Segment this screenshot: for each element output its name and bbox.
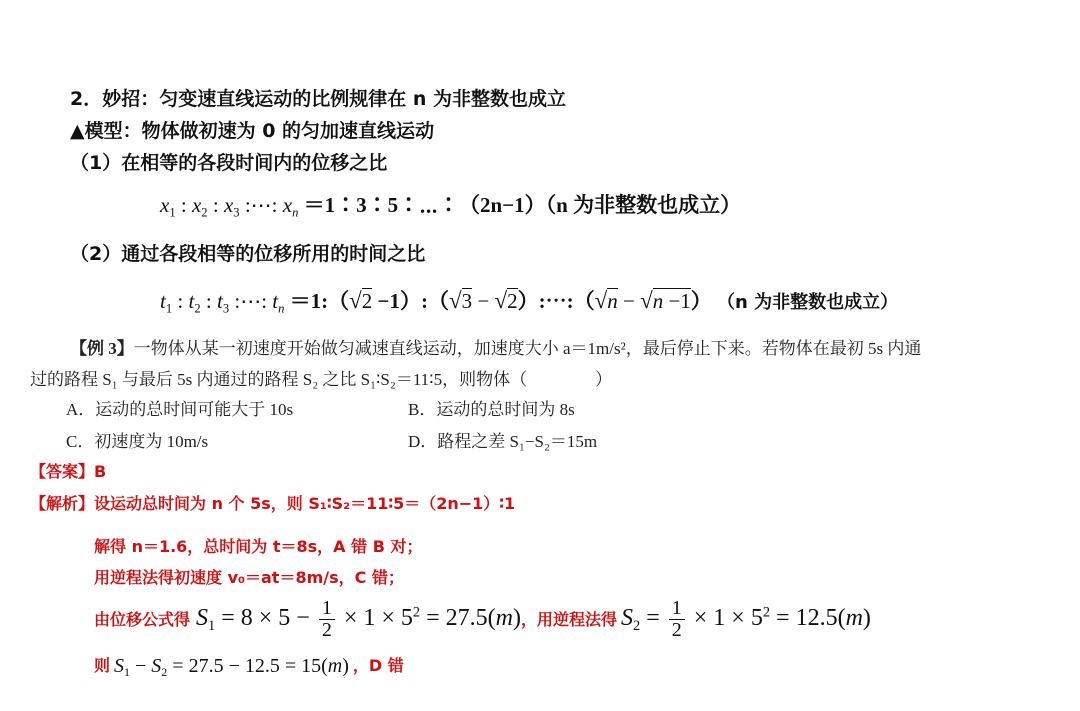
s1-formula: $S_1 = 8 \times 5$ − $\frac{1}{2}$ × $1 \times 5^2 = 27.5(m)$ xyxy=(196,597,521,641)
example-line-1 xyxy=(70,339,921,359)
subheading-2: （2）通过各段相等的位移所用的时间之比 xyxy=(70,243,426,265)
option-d: D．路程之差 S₁−S₂＝15m xyxy=(408,432,598,451)
analysis4-prefix: 由位移公式得 xyxy=(94,609,191,629)
analysis-line-5 xyxy=(94,654,404,678)
section-title: 2．妙招：匀变速直线运动的比例规律在 n 为非整数也成立 xyxy=(70,88,566,110)
formula-time-ratio: $t_1$ : $t_2$ : $t_3$ :⋯: $t_n$ ＝1:（√2 −1）:（√3 − √2）:⋯:（√n − √n −1） （n 为非整数也成立） xyxy=(160,288,899,316)
s2-formula: $S_2$ = $\frac{1}{2}$ × $1 \times 5^2 = 12.5(m)$ xyxy=(621,597,871,641)
analysis5-suffix: ，D 错 xyxy=(352,656,404,676)
formula2-tail: （n 为非整数也成立） xyxy=(717,292,899,313)
model-line: ▲模型：物体做初速为 0 的匀加速直线运动 xyxy=(70,120,435,142)
example-text-2: 过的路程 S₁ 与最后 5s 内通过的路程 S₂ 之比 S₁∶S₂＝11∶5，则物体（ ） xyxy=(30,370,613,389)
analysis-line-3: 用逆程法得初速度 v₀＝at＝8m/s，C 错； xyxy=(94,568,404,587)
analysis5-prefix: 则 xyxy=(94,656,111,676)
example-text-1: 一物体从某一初速度开始做匀减速直线运动，加速度大小 a＝1m/s²，最后停止下来。若物体在最初 5s 内通 xyxy=(133,339,922,358)
analysis-line-1: 【解析】设运动总时间为 n 个 5s，则 S₁∶S₂＝11∶5＝（2n−1）∶1 xyxy=(30,494,516,513)
analysis-line-4 xyxy=(94,598,871,641)
analysis-line-2: 解得 n＝1.6，总时间为 t＝8s，A 错 B 对； xyxy=(94,537,423,556)
difference-formula: $S_1 - S_2 = 27.5 - 12.5 = 15(m)$ xyxy=(114,655,349,680)
option-b: B．运动的总时间为 8s xyxy=(408,400,575,419)
answer-label: 【答案】B xyxy=(30,462,107,481)
formula1-tail: ＝1∶3∶5∶⋯∶（2n−1）（n 为非整数也成立） xyxy=(303,193,742,217)
formula-displacement-ratio: $x_1$ : $x_2$ : $x_3$ :⋯: $x_n$ ＝1∶3∶5∶⋯∶（2n−1）（n 为非整数也成立） xyxy=(160,193,742,220)
analysis4-mid: ，用逆程法得 xyxy=(520,609,617,629)
option-a: A．运动的总时间可能大于 10s xyxy=(66,400,294,419)
subheading-1: （1）在相等的各段时间内的位移之比 xyxy=(70,152,388,174)
example-label: 【例 3】 xyxy=(70,339,134,358)
option-c: C．初速度为 10m/s xyxy=(66,432,209,451)
